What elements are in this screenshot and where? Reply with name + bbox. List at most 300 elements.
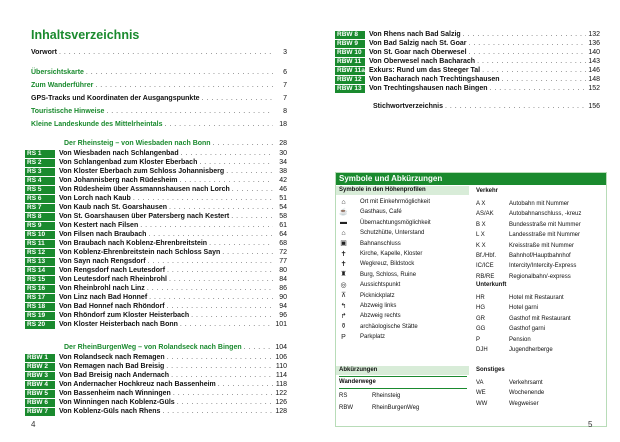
symbol-item xyxy=(339,270,416,280)
toc-entry-label: Von St. Goarshausen über Patersberg nach Kestert xyxy=(59,213,230,220)
leader-dots xyxy=(180,176,273,185)
toc-entry-label: Von Kaub nach St. Goarshausen xyxy=(59,204,168,211)
viewpoint-icon: ◎ xyxy=(340,281,347,289)
toc-entry-page: 110 xyxy=(275,363,287,370)
abbreviation-item xyxy=(476,324,545,334)
symbol-label: archäologische Stätte xyxy=(360,323,418,330)
abbreviation-item xyxy=(476,220,581,230)
symbol-label: Picknickplatz xyxy=(360,292,395,299)
symbol-label: Bahnanschluss xyxy=(360,240,401,247)
route-badge: RS 2 xyxy=(25,159,55,167)
abbreviation-item xyxy=(339,391,400,401)
abbreviation-code: VA xyxy=(476,380,484,386)
toc-entry-label: Von St. Goar nach Oberwesel xyxy=(369,49,467,56)
toc-entry-page: 34 xyxy=(279,159,287,166)
toc-entry-page: 28 xyxy=(279,140,287,147)
leader-dots xyxy=(177,398,273,407)
leader-dots xyxy=(106,107,273,116)
route-badge: RS 19 xyxy=(25,312,55,320)
toc-entry-page: 51 xyxy=(279,195,287,202)
abbreviation-code: WW xyxy=(476,400,488,407)
abbreviation-label: Rheinsteig xyxy=(372,393,401,399)
section-heading: Wanderwege xyxy=(339,379,376,385)
toc-entry-label: Von Bacharach nach Trechtingshausen xyxy=(369,76,500,83)
abbreviation-item xyxy=(476,199,569,209)
toc-entry-label: Von Koblenz-Güls nach Rhens xyxy=(59,408,161,415)
leader-dots xyxy=(180,320,273,329)
toc-entry-page: 90 xyxy=(279,294,287,301)
toc-entry xyxy=(25,149,287,158)
abbreviation-label: Gasthof mit Restaurant xyxy=(509,315,571,322)
abbreviation-item xyxy=(476,241,574,251)
page-number-left: 4 xyxy=(31,420,36,429)
abbreviation-item xyxy=(476,303,538,313)
toc-entry xyxy=(25,158,287,167)
parking-icon: P xyxy=(341,333,346,341)
abbreviation-item xyxy=(476,388,544,398)
leader-dots xyxy=(213,139,273,148)
abbreviation-code: RB/RE xyxy=(476,273,495,280)
toc-entry-label: Von Filsen nach Braubach xyxy=(59,231,147,238)
toc-entry-page: 118 xyxy=(275,381,287,388)
route-badge: RS 16 xyxy=(25,285,55,293)
symbol-item xyxy=(339,228,424,238)
abbreviation-item xyxy=(476,209,581,219)
abbreviation-code: DJH xyxy=(476,347,488,353)
route-badge: RS 18 xyxy=(25,303,55,311)
toc-entry-page: 126 xyxy=(275,399,287,406)
right-page xyxy=(310,0,620,442)
toc-entry-page: 148 xyxy=(588,76,600,83)
toc-entry-label: Von Johannisberg nach Rüdesheim xyxy=(59,177,178,184)
toc-entry-label: Von Lorch nach Kaub xyxy=(59,195,131,202)
toc-entry-label: Vorwort xyxy=(31,49,57,56)
toc-entry xyxy=(25,398,287,407)
toc-entry xyxy=(25,221,287,230)
toc-entry-label: Von Winningen nach Koblenz-Güls xyxy=(59,399,175,406)
toc-entry-label: Von Remagen nach Bad Breisig xyxy=(59,363,165,370)
leader-dots xyxy=(95,81,273,90)
toc-entry-page: 3 xyxy=(283,49,287,56)
leader-dots xyxy=(463,30,586,39)
toc-entry-page: 84 xyxy=(279,276,287,283)
toc-entry xyxy=(335,66,600,75)
toc-entry xyxy=(25,212,287,221)
abbreviation-code: HR xyxy=(476,295,485,301)
abbreviation-label: Pension xyxy=(509,336,531,343)
leader-dots xyxy=(133,194,273,203)
leader-dots xyxy=(169,203,273,212)
leader-dots xyxy=(202,94,273,103)
toc-entry-label: Stichwortverzeichnis xyxy=(373,103,444,110)
toc-entry xyxy=(25,167,287,176)
abbreviation-code: K X xyxy=(476,242,486,249)
toc-entry-label: Von Rhöndorf zum Kloster Heisterbach xyxy=(59,312,190,319)
toc-entry-page: 46 xyxy=(279,186,287,193)
abbreviation-code: WE xyxy=(476,390,486,397)
toc-entry-label: Übersichtskarte xyxy=(31,69,84,76)
toc-entry-page: 68 xyxy=(279,240,287,247)
toc-entry xyxy=(335,57,600,66)
toc-entry-label: Von Rolandseck nach Remagen xyxy=(59,354,165,361)
toc-entry-label: Von Linz nach Bad Honnef xyxy=(59,294,148,301)
toc-entry-label: Kleine Landeskunde des Mittelrheintals xyxy=(31,121,163,128)
abbreviation-label: Verkehrsamt xyxy=(509,380,543,386)
abbreviation-label: Autobahn mit Nummer xyxy=(509,201,570,207)
toc-entry-label: Von Rengsdorf nach Leutesdorf xyxy=(59,267,166,274)
leader-dots xyxy=(166,362,273,371)
toc-entry xyxy=(25,293,287,302)
toc-entry xyxy=(64,343,287,352)
toc-entry-label: Von Oberwesel nach Bacharach xyxy=(369,58,476,65)
abbreviation-label: Gasthof garni xyxy=(509,326,546,333)
castle-icon: ♜ xyxy=(340,271,347,279)
route-badge: RBW 6 xyxy=(25,399,55,407)
leader-dots xyxy=(169,275,273,284)
symbol-item xyxy=(339,249,422,259)
route-badge: RS 15 xyxy=(25,276,55,284)
toc-entry xyxy=(25,389,287,398)
toc-entry xyxy=(31,120,287,129)
toc-entry-label: Von Braubach nach Koblenz-Ehrenbreitstein xyxy=(59,240,208,247)
route-badge: RS 11 xyxy=(25,240,55,248)
abbreviation-code: GG xyxy=(476,326,486,333)
church-icon: ✝ xyxy=(340,250,347,258)
divider xyxy=(339,388,467,389)
symbol-item xyxy=(339,259,414,269)
train-icon: ▣ xyxy=(340,240,347,248)
toc-entry-page: 58 xyxy=(279,213,287,220)
toc-entry xyxy=(25,194,287,203)
abbreviation-code: A X xyxy=(476,201,486,207)
leader-dots xyxy=(148,230,273,239)
leader-dots xyxy=(199,158,273,167)
toc-entry-label: Von Wiesbaden nach Schlangenbad xyxy=(59,150,179,157)
route-badge: RBW 11 xyxy=(335,58,365,66)
toc-entry-label: Von Schlangenbad zum Kloster Eberbach xyxy=(59,159,198,166)
abbreviation-item xyxy=(476,261,576,271)
leader-dots xyxy=(147,284,273,293)
route-badge: RS 8 xyxy=(25,213,55,221)
toc-entry-page: 156 xyxy=(588,103,600,110)
leader-dots xyxy=(173,389,273,398)
toc-entry xyxy=(25,362,287,371)
toc-entry-page: 54 xyxy=(279,204,287,211)
toc-entry xyxy=(25,275,287,284)
toc-entry-label: Von Rheinbrohl nach Linz xyxy=(59,285,145,292)
abbreviation-item xyxy=(476,230,580,240)
symbol-item xyxy=(339,207,402,217)
archaeology-icon: ⚱ xyxy=(340,323,347,331)
toc-entry-page: 136 xyxy=(588,40,600,47)
toc-entry xyxy=(64,139,287,148)
toc-entry xyxy=(25,230,287,239)
symbol-label: Ort mit Einkehrmöglichkeit xyxy=(360,199,431,205)
route-badge: RBW 12 xyxy=(335,76,365,84)
section-heading: Abkürzungen xyxy=(336,366,469,375)
cross-icon: ✝ xyxy=(340,260,347,268)
leader-dots xyxy=(469,39,587,48)
symbol-item xyxy=(339,311,401,321)
toc-entry-label: Von Bad Breisig nach Andernach xyxy=(59,372,170,379)
toc-entry xyxy=(25,257,287,266)
toc-entry-label: Von Andernacher Hochkreuz nach Bassenheim xyxy=(59,381,216,388)
route-badge: RS 13 xyxy=(25,258,55,266)
toc-entry xyxy=(335,30,600,39)
toc-entry-page: 143 xyxy=(588,58,600,65)
leader-dots xyxy=(191,311,273,320)
turn-left-icon: ↰ xyxy=(340,302,347,310)
toc-entry-page: 152 xyxy=(588,85,600,92)
abbreviation-item xyxy=(476,378,543,388)
symbol-item xyxy=(339,280,400,290)
toc-entry-label: Von Kloster Heisterbach nach Bonn xyxy=(59,321,178,328)
toc-entry xyxy=(25,284,287,293)
toc-entry-page: 18 xyxy=(279,121,287,128)
toc-entry xyxy=(25,266,287,275)
toc-entry-label: Von Bad Salzig nach St. Goar xyxy=(369,40,467,47)
toc-entry xyxy=(25,185,287,194)
toc-entry-label: Der RheinBurgenWeg – von Rolandseck nach Bingen xyxy=(64,344,242,351)
page-number-right: 5 xyxy=(588,420,593,429)
leader-dots xyxy=(140,221,273,230)
cup-icon: ☕ xyxy=(339,208,348,216)
route-badge: RBW 1 xyxy=(25,354,55,362)
toc-entry xyxy=(25,311,287,320)
symbol-label: Parkplatz xyxy=(360,334,386,341)
abbreviation-label: RheinBurgenWeg xyxy=(372,405,420,411)
symbol-item xyxy=(339,197,430,207)
toc-entry-page: 72 xyxy=(279,249,287,256)
route-badge: RBW 4 xyxy=(25,381,55,389)
toc-entry-page: 6 xyxy=(283,69,287,76)
toc-entry xyxy=(335,48,600,57)
house-icon: ⌂ xyxy=(341,198,346,206)
symbol-label: Schutzhütte, Unterstand xyxy=(360,230,425,237)
toc-entry-page: 61 xyxy=(279,222,287,229)
leader-dots xyxy=(477,57,586,66)
toc-entry xyxy=(335,39,600,48)
toc-entry-label: Von Leutesdorf nach Rheinbrohl xyxy=(59,276,167,283)
toc-entry-page: 96 xyxy=(279,312,287,319)
toc-entry-page: 77 xyxy=(279,258,287,265)
leader-dots xyxy=(167,353,273,362)
leader-dots xyxy=(167,266,273,275)
abbreviation-label: Intercity/Intercity-Express xyxy=(509,263,577,270)
abbreviation-code: IC/ICE xyxy=(476,263,494,270)
abbreviation-label: Regionalbahn/-express xyxy=(509,273,571,280)
route-badge: RS 12 xyxy=(25,249,55,257)
abbreviation-label: Wegweiser xyxy=(509,400,539,407)
toc-entry-label: Von Rhens nach Bad Salzig xyxy=(369,31,461,38)
abbreviation-code: GR xyxy=(476,315,485,322)
toc-entry-page: 122 xyxy=(275,390,287,397)
toc-entry-label: Von Trechtingshausen nach Bingen xyxy=(369,85,488,92)
abbreviation-code: HG xyxy=(476,305,485,312)
toc-entry-page: 101 xyxy=(275,321,287,328)
symbol-label: Übernachtungsmöglichkeit xyxy=(360,219,431,226)
abbreviation-code: RBW xyxy=(339,405,353,411)
toc-entry-label: Von Bassenheim nach Winningen xyxy=(59,390,171,397)
leader-dots xyxy=(218,380,273,389)
toc-entry xyxy=(25,353,287,362)
route-badge: RS 10 xyxy=(25,231,55,239)
toc-entry xyxy=(25,371,287,380)
toc-entry xyxy=(31,107,287,116)
route-badge: RBW 5 xyxy=(25,390,55,398)
toc-entry-page: 64 xyxy=(279,231,287,238)
route-badge: RS 9 xyxy=(25,222,55,230)
toc-entry-page: 80 xyxy=(279,267,287,274)
turn-right-icon: ↱ xyxy=(340,312,347,320)
symbol-label: Abzweig rechts xyxy=(360,313,401,320)
section-heading: Unterkunft xyxy=(476,282,507,288)
divider xyxy=(339,376,467,377)
toc-entry xyxy=(25,407,287,416)
abbreviation-label: Wochenende xyxy=(509,390,545,397)
symbol-item xyxy=(339,332,385,342)
toc-entry xyxy=(31,48,287,57)
section-heading: Symbole in den Höhenprofilen xyxy=(336,186,469,195)
toc-entry-page: 38 xyxy=(279,168,287,175)
toc-entry-label: Von Koblenz-Ehrenbreitstein nach Schloss Sayn xyxy=(59,249,221,256)
toc-entry xyxy=(373,102,600,111)
leader-dots xyxy=(490,84,587,93)
symbol-item xyxy=(339,218,431,228)
toc-entry-page: 146 xyxy=(588,67,600,74)
abbreviation-item xyxy=(476,345,553,355)
leader-dots xyxy=(167,302,273,311)
toc-entry-label: Touristische Hinweise xyxy=(31,108,105,115)
toc-entry xyxy=(31,68,287,77)
leader-dots xyxy=(445,102,586,111)
symbol-label: Abzweig links xyxy=(360,303,397,309)
toc-entry-page: 86 xyxy=(279,285,287,292)
toc-entry-page: 140 xyxy=(588,49,600,56)
toc-entry xyxy=(31,94,287,103)
leader-dots xyxy=(209,239,273,248)
route-badge: RS 4 xyxy=(25,177,55,185)
leader-dots xyxy=(244,343,273,352)
route-badge: RBW 11a xyxy=(337,66,365,74)
route-badge: RBW 2 xyxy=(25,363,55,371)
leader-dots xyxy=(226,167,273,176)
leader-dots xyxy=(149,293,273,302)
shelter-icon: ⌂ xyxy=(341,229,346,237)
toc-entry xyxy=(335,75,600,84)
page-title: Inhaltsverzeichnis xyxy=(31,28,140,42)
symbol-item xyxy=(339,291,395,301)
toc-entry xyxy=(25,248,287,257)
symbol-label: Wegkreuz, Bildstock xyxy=(360,261,415,268)
leader-dots xyxy=(164,120,273,129)
section-heading: Sonstiges xyxy=(476,367,505,373)
route-badge: RS 14 xyxy=(25,267,55,275)
toc-entry-page: 8 xyxy=(283,108,287,115)
toc-entry-page: 42 xyxy=(279,177,287,184)
toc-entry-page: 132 xyxy=(588,31,600,38)
toc-entry-label: Von Kloster Eberbach zum Schloss Johannisberg xyxy=(59,168,225,175)
symbols-box-title: Symbole und Abkürzungen xyxy=(336,173,606,185)
symbol-label: Kirche, Kapelle, Kloster xyxy=(360,251,423,257)
route-badge: RBW 13 xyxy=(335,85,365,93)
leader-dots xyxy=(231,212,273,221)
abbreviation-label: Autobahnanschluss, -kreuz xyxy=(509,211,582,218)
picnic-icon: ⊼ xyxy=(340,292,347,300)
toc-entry-label: Von Rüdesheim über Assmannshausen nach Lorch xyxy=(59,186,230,193)
symbol-item xyxy=(339,322,418,332)
abbreviation-code: L X xyxy=(476,232,485,239)
symbol-label: Gasthaus, Café xyxy=(360,209,402,216)
abbreviation-code: P xyxy=(476,336,481,343)
abbreviation-label: Bahnhof/Hauptbahnhof xyxy=(509,253,571,259)
leader-dots xyxy=(469,48,586,57)
route-badge: RBW 8 xyxy=(335,31,365,39)
abbreviation-label: Landesstraße mit Nummer xyxy=(509,232,581,239)
abbreviation-label: Bundesstraße mit Nummer xyxy=(509,221,581,228)
abbreviation-item xyxy=(476,335,531,345)
toc-entry xyxy=(25,302,287,311)
leader-dots xyxy=(86,68,273,77)
toc-entry-label: Exkurs: Rund um das Steeger Tal xyxy=(369,67,481,74)
toc-entry-label: GPS-Tracks und Koordinaten der Ausgangspunkte xyxy=(31,95,200,102)
route-badge: RS 1 xyxy=(25,150,55,158)
abbreviation-label: Hotel mit Restaurant xyxy=(509,295,564,301)
toc-entry-page: 114 xyxy=(275,372,287,379)
abbreviation-item xyxy=(339,403,419,413)
abbreviation-label: Hotel garni xyxy=(509,305,539,312)
leader-dots xyxy=(482,66,586,75)
abbreviation-label: Kreisstraße mit Nummer xyxy=(509,242,575,249)
route-badge: RS 7 xyxy=(25,204,55,212)
abbreviation-code: AS/AK xyxy=(476,211,494,218)
route-badge: RBW 10 xyxy=(335,49,365,57)
route-badge: RS 5 xyxy=(25,186,55,194)
route-badge: RS 20 xyxy=(25,321,55,329)
leader-dots xyxy=(222,248,273,257)
abbreviation-label: Jugendherberge xyxy=(509,347,553,353)
abbreviation-code: B X xyxy=(476,221,486,228)
toc-entry xyxy=(25,203,287,212)
abbreviation-item xyxy=(476,399,539,409)
toc-entry-label: Von Kestert nach Filsen xyxy=(59,222,139,229)
leader-dots xyxy=(171,371,273,380)
leader-dots xyxy=(148,257,273,266)
leader-dots xyxy=(232,185,273,194)
toc-entry xyxy=(335,84,600,93)
symbols-box xyxy=(335,172,607,427)
toc-entry-label: Von Sayn nach Rengsdorf xyxy=(59,258,146,265)
toc-entry-page: 106 xyxy=(275,354,287,361)
bed-icon: ▬ xyxy=(340,219,347,227)
toc-entry xyxy=(25,239,287,248)
toc-entry xyxy=(25,320,287,329)
toc-entry xyxy=(31,81,287,90)
leader-dots xyxy=(502,75,586,84)
toc-entry-page: 7 xyxy=(283,82,287,89)
symbol-label: Aussichtspunkt xyxy=(360,282,401,289)
abbreviation-code: Bf./Hbf. xyxy=(476,253,497,259)
toc-entry xyxy=(25,380,287,389)
toc-entry-label: Zum Wanderführer xyxy=(31,82,94,89)
abbreviation-item xyxy=(476,293,564,303)
abbreviation-item xyxy=(476,251,571,261)
section-heading: Verkehr xyxy=(476,188,499,194)
toc-entry-page: 128 xyxy=(275,408,287,415)
route-badge: RS 3 xyxy=(25,168,55,176)
toc-entry xyxy=(25,176,287,185)
route-badge: RS 17 xyxy=(25,294,55,302)
